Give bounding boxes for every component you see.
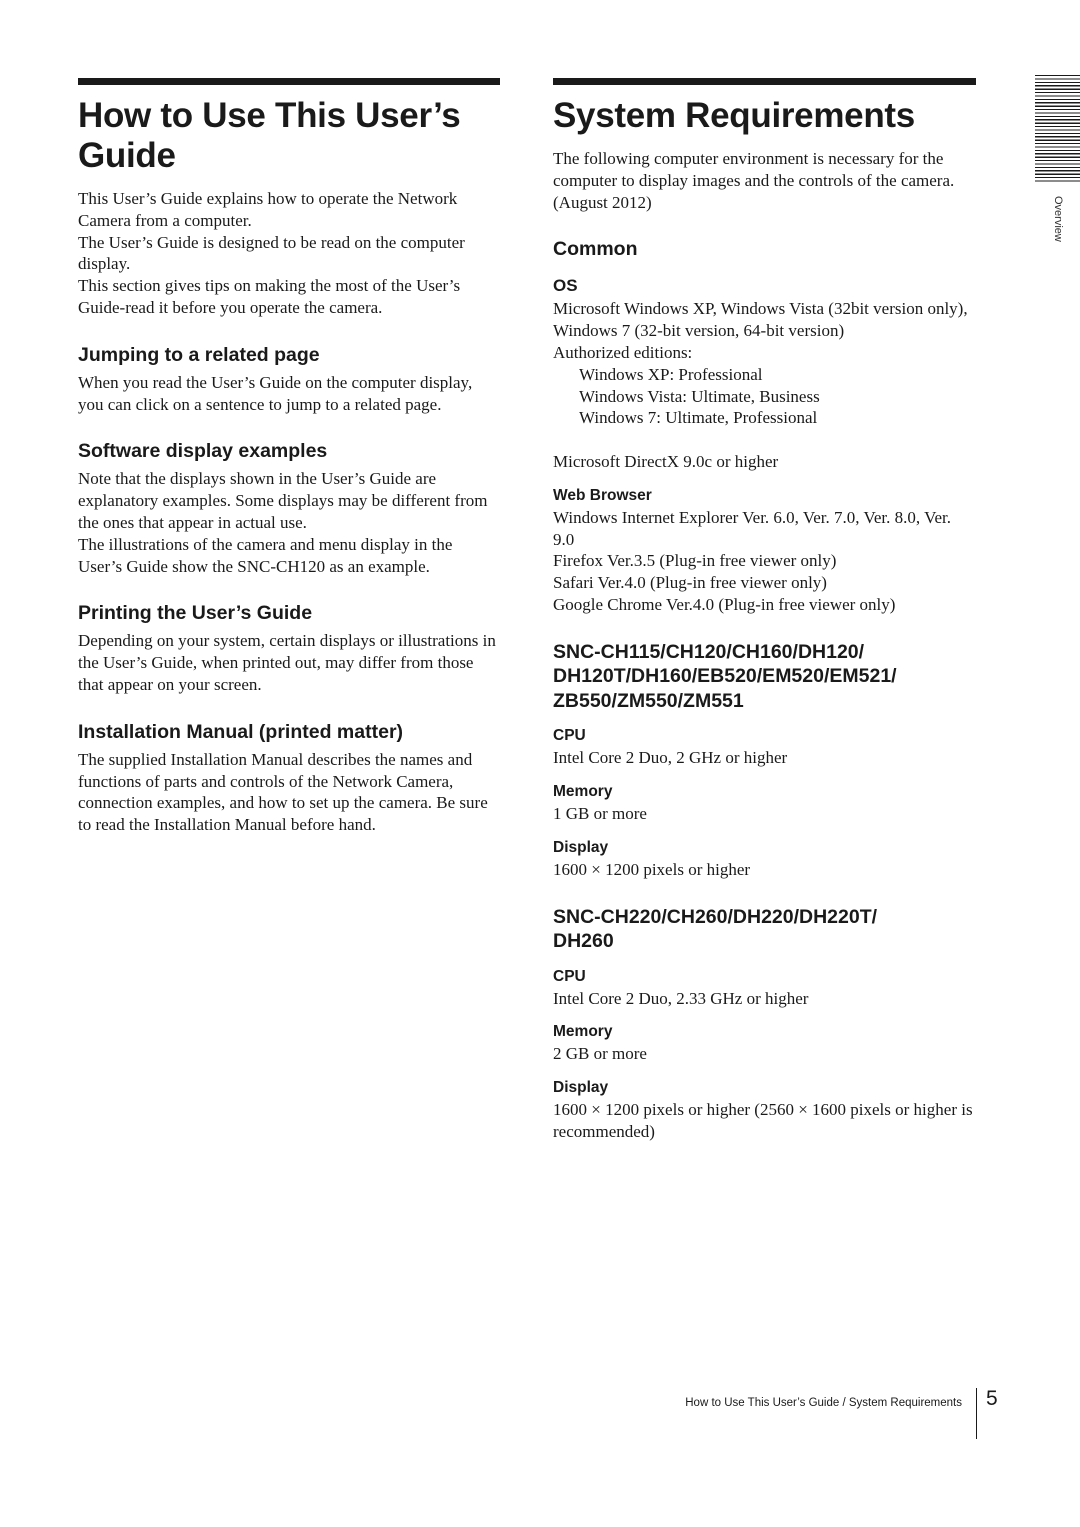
section-paragraph: Depending on your system, certain displays or illustrations in the User’s Guide, when printed out, may differ from those that appear on your screen.: [78, 631, 496, 694]
subheading-web-browser: Web Browser: [553, 486, 652, 504]
edition-item: Windows 7: Ultimate, Professional: [579, 408, 818, 428]
spec-value: 2 GB or more: [553, 1044, 647, 1064]
right-column: [553, 78, 976, 1143]
section-heading-common: Common: [553, 238, 638, 261]
section-heading-printing: Printing the User’s Guide: [78, 602, 313, 625]
footer-running-title: How to Use This User’s Guide / System Requirements: [685, 1397, 962, 1409]
section-heading-installation-manual: Installation Manual (printed matter): [78, 720, 404, 743]
spec-label-display: Display: [553, 1079, 609, 1097]
model-group-heading: [553, 905, 976, 954]
model-heading-line: DH120T/DH160/EB520/EM520/EM521/: [553, 665, 897, 688]
section-heading-jumping: Jumping to a related page: [78, 343, 320, 366]
browser-item: Firefox Ver.3.5 (Plug-in free viewer only): [553, 551, 837, 571]
section-heading-software-display: Software display examples: [78, 440, 328, 463]
model-heading-line: SNC-CH115/CH120/CH160/DH120/: [553, 640, 865, 663]
intro-paragraph: The User’s Guide is designed to be read on the computer display.: [78, 232, 465, 274]
model-heading-line: SNC-CH220/CH260/DH220/DH220T/: [553, 905, 878, 928]
date-note: (August 2012): [553, 192, 652, 212]
spec-value: 1 GB or more: [553, 804, 647, 824]
section-paragraph: When you read the User’s Guide on the computer display, you can click on a sentence to jump to a related page.: [78, 372, 473, 414]
intro-paragraph: The following computer environment is necessary for the computer to display images and the controls of the camera.: [553, 149, 955, 190]
browser-item: Windows Internet Explorer Ver. 6.0, Ver. 7.0, Ver. 8.0, Ver. 9.0: [553, 507, 951, 549]
section-paragraph: The illustrations of the camera and menu display in the User’s Guide show the SNC-CH120 as an example.: [78, 534, 453, 576]
spec-label-cpu: CPU: [553, 727, 586, 745]
spec-value: 1600 × 1200 pixels or higher: [553, 859, 751, 879]
directx-text: Microsoft DirectX 9.0c or higher: [553, 451, 779, 471]
model-heading-line: ZB550/ZM550/ZM551: [553, 689, 744, 712]
spec-value: 1600 × 1200 pixels or higher (2560 × 1600 pixels or higher is recommended): [553, 1100, 973, 1142]
section-paragraph: Note that the displays shown in the User’s Guide are explanatory examples. Some displays may be different from the ones that appear in actual use.: [78, 469, 488, 532]
subheading-os: OS: [553, 276, 578, 296]
edition-item: Windows XP: Professional: [579, 364, 763, 384]
os-text: Microsoft Windows XP, Windows Vista (32bit version only), Windows 7 (32-bit version, 64-bit version): [553, 299, 968, 341]
browser-item: Google Chrome Ver.4.0 (Plug-in free viewer only): [553, 594, 896, 614]
intro-paragraph: This section gives tips on making the most of the User’s Guide-read it before you operate the camera.: [78, 276, 461, 317]
page-number: 5: [986, 1387, 998, 1410]
left-column: [78, 78, 500, 836]
browser-item: Safari Ver.4.0 (Plug-in free viewer only): [553, 573, 827, 593]
title-rule: [78, 78, 500, 85]
spec-label-display: Display: [553, 838, 609, 856]
page-title: How to Use This User’s Guide: [78, 96, 461, 175]
spec-label-cpu: CPU: [553, 967, 586, 985]
title-rule: [553, 78, 976, 85]
section-paragraph: The supplied Installation Manual describes the names and functions of parts and controls of the Network Camera, connection examples, and how to set up the camera. Be sure to read the Installation Manual before hand.: [78, 749, 488, 835]
model-heading-line: DH260: [553, 930, 614, 953]
footer-divider: [976, 1388, 977, 1439]
spec-value: Intel Core 2 Duo, 2 GHz or higher: [553, 748, 788, 768]
chapter-tab-marker: [1035, 75, 1080, 182]
model-group-heading: [553, 640, 976, 714]
spec-label-memory: Memory: [553, 783, 613, 801]
authorized-editions: Authorized editions:: [553, 342, 693, 362]
chapter-tab-label: Overview: [1052, 196, 1064, 242]
edition-item: Windows Vista: Ultimate, Business: [579, 386, 820, 406]
spec-value: Intel Core 2 Duo, 2.33 GHz or higher: [553, 988, 809, 1008]
intro-paragraph: This User’s Guide explains how to operate the Network Camera from a computer.: [78, 189, 458, 230]
spec-label-memory: Memory: [553, 1023, 613, 1041]
page-title: System Requirements: [553, 96, 915, 135]
